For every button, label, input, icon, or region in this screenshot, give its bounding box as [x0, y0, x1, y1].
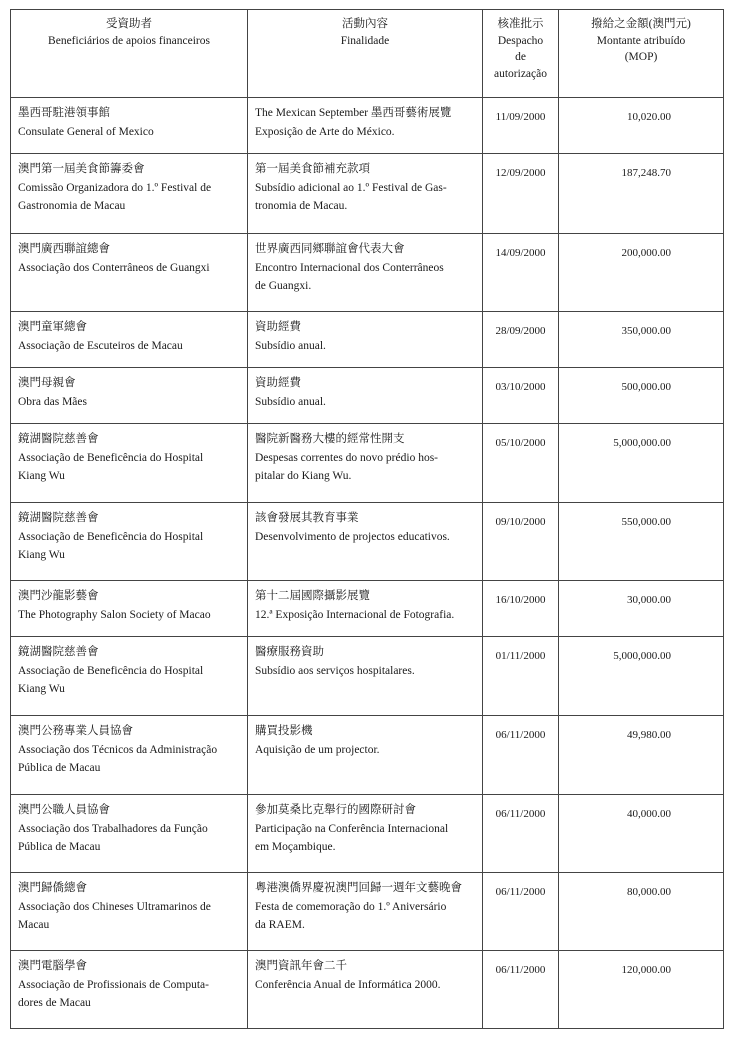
purpose-zh: 購買投影機 — [255, 725, 313, 737]
header-dispatch-pt-line: Despacho — [497, 34, 544, 47]
table-row — [11, 795, 724, 873]
purpose-pt-line: Participação na Conferência Internacional — [255, 822, 449, 835]
table-row — [11, 368, 724, 424]
dispatch-date-cell: 06/11/2000 — [483, 873, 559, 951]
purpose-zh: 澳門資訊年會二千 — [255, 960, 347, 972]
table-row — [11, 716, 724, 795]
amount-cell: 120,000.00 — [559, 951, 724, 1029]
beneficiary-pt-line: Comissão Organizadora do 1.º Festival de — [18, 181, 212, 194]
header-beneficiary — [11, 10, 248, 98]
dispatch-date-cell: 12/09/2000 — [483, 154, 559, 234]
dispatch-date-cell: 16/10/2000 — [483, 581, 559, 637]
dispatch-date-cell: 06/11/2000 — [483, 795, 559, 873]
amount-cell: 10,020.00 — [559, 98, 724, 154]
purpose-cell — [248, 234, 483, 312]
purpose-pt-line: Encontro Internacional dos Conterrâneos — [255, 261, 444, 274]
beneficiary-zh: 澳門母親會 — [18, 377, 76, 389]
beneficiary-pt-line: Associação de Escuteiros de Macau — [18, 339, 183, 352]
purpose-cell — [248, 795, 483, 873]
purpose-pt-line: Subsídio anual. — [255, 395, 326, 408]
beneficiary-cell — [11, 795, 248, 873]
purpose-cell — [248, 873, 483, 951]
purpose-cell — [248, 424, 483, 503]
purpose-zh: 資助經費 — [255, 377, 301, 389]
header-beneficiary-pt: Beneficiários de apoios financeiros — [48, 34, 210, 47]
purpose-pt-line: Desenvolvimento de projectos educativos. — [255, 530, 450, 543]
beneficiary-cell — [11, 98, 248, 154]
purpose-cell — [248, 716, 483, 795]
grants-table — [10, 9, 724, 1029]
beneficiary-zh: 澳門歸僑總會 — [18, 882, 87, 894]
purpose-pt-line: Subsídio anual. — [255, 339, 326, 352]
beneficiary-pt-line: dores de Macau — [18, 997, 91, 1009]
purpose-zh: 醫院新醫務大樓的經常性開支 — [255, 433, 405, 445]
purpose-pt-line: tronomia de Macau. — [255, 200, 348, 212]
header-amount — [559, 10, 724, 98]
beneficiary-pt-line: Obra das Mães — [18, 395, 87, 408]
amount-cell: 550,000.00 — [559, 503, 724, 581]
beneficiary-cell — [11, 312, 248, 368]
amount-cell: 200,000.00 — [559, 234, 724, 312]
header-purpose-pt: Finalidade — [340, 34, 390, 47]
table-body — [11, 98, 724, 1029]
beneficiary-pt-line: Associação dos Chineses Ultramarinos de — [18, 900, 211, 913]
header-purpose-zh: 活動內容 — [342, 18, 388, 30]
beneficiary-cell — [11, 154, 248, 234]
purpose-pt-line: pitalar do Kiang Wu. — [255, 470, 352, 482]
table-row — [11, 951, 724, 1029]
purpose-zh: 該會發展其教育事業 — [255, 512, 359, 524]
beneficiary-zh: 鏡湖醫院慈善會 — [18, 512, 99, 524]
purpose-pt-line: Subsídio adicional ao 1.º Festival de Gas- — [255, 181, 447, 194]
purpose-pt-line: em Moçambique. — [255, 841, 336, 853]
beneficiary-pt-line: Kiang Wu — [18, 470, 65, 482]
header-dispatch-pt-line: de — [515, 51, 526, 63]
table-row — [11, 503, 724, 581]
table-row — [11, 873, 724, 951]
purpose-pt-line: da RAEM. — [255, 919, 305, 931]
dispatch-date-cell: 06/11/2000 — [483, 716, 559, 795]
header-dispatch — [483, 10, 559, 98]
amount-cell: 49,980.00 — [559, 716, 724, 795]
beneficiary-pt-line: Kiang Wu — [18, 683, 65, 695]
header-amount-pt-line: Montante atribuído — [596, 34, 686, 47]
header-amount-pt-line: (MOP) — [624, 51, 658, 63]
header-row — [11, 10, 724, 98]
purpose-cell — [248, 581, 483, 637]
purpose-cell — [248, 368, 483, 424]
dispatch-date-cell: 03/10/2000 — [483, 368, 559, 424]
beneficiary-zh: 澳門童軍總會 — [18, 321, 87, 333]
beneficiary-zh: 澳門沙龍影藝會 — [18, 590, 99, 602]
amount-cell: 187,248.70 — [559, 154, 724, 234]
amount-cell: 30,000.00 — [559, 581, 724, 637]
purpose-cell — [248, 637, 483, 716]
beneficiary-pt-line: Pública de Macau — [18, 841, 101, 853]
beneficiary-zh: 澳門電腦學會 — [18, 960, 87, 972]
purpose-pt-line: de Guangxi. — [255, 280, 312, 292]
table-row — [11, 234, 724, 312]
beneficiary-zh: 墨西哥駐港領事館 — [18, 107, 110, 119]
purpose-pt-line: Aquisição de um projector. — [255, 743, 380, 756]
dispatch-date-cell: 05/10/2000 — [483, 424, 559, 503]
beneficiary-cell — [11, 951, 248, 1029]
purpose-pt-line: Despesas correntes do novo prédio hos- — [255, 451, 438, 464]
table-row — [11, 312, 724, 368]
beneficiary-pt-line: Macau — [18, 919, 50, 931]
beneficiary-zh: 澳門公職人員協會 — [18, 804, 110, 816]
amount-cell: 350,000.00 — [559, 312, 724, 368]
purpose-zh: 第十二屆國際攝影展覽 — [255, 590, 370, 602]
beneficiary-pt-line: Pública de Macau — [18, 762, 101, 774]
beneficiary-pt-line: Associação de Profissionais de Computa- — [18, 978, 209, 991]
purpose-zh: 第一屆美食節補充款項 — [255, 163, 370, 175]
table-row — [11, 581, 724, 637]
header-amount-zh: 撥給之金額(澳門元) — [591, 18, 691, 30]
header-purpose — [248, 10, 483, 98]
beneficiary-pt-line: Gastronomia de Macau — [18, 200, 126, 212]
purpose-zh: 醫療服務資助 — [255, 646, 324, 658]
purpose-zh: 資助經費 — [255, 321, 301, 333]
beneficiary-cell — [11, 368, 248, 424]
dispatch-date-cell: 14/09/2000 — [483, 234, 559, 312]
beneficiary-pt-line: Consulate General of Mexico — [18, 125, 154, 138]
beneficiary-zh: 澳門公務專業人員協會 — [18, 725, 133, 737]
purpose-zh: 粵港澳僑界慶祝澳門回歸一週年文藝晚會 — [255, 882, 462, 894]
beneficiary-cell — [11, 637, 248, 716]
amount-cell: 500,000.00 — [559, 368, 724, 424]
beneficiary-cell — [11, 503, 248, 581]
purpose-zh: 世界廣西同鄉聯誼會代表大會 — [255, 243, 405, 255]
beneficiary-zh: 鏡湖醫院慈善會 — [18, 433, 99, 445]
purpose-pt-line: Conferência Anual de Informática 2000. — [255, 978, 441, 991]
amount-cell: 5,000,000.00 — [559, 424, 724, 503]
dispatch-date-cell: 11/09/2000 — [483, 98, 559, 154]
purpose-cell — [248, 98, 483, 154]
table-row — [11, 424, 724, 503]
dispatch-date-cell: 01/11/2000 — [483, 637, 559, 716]
beneficiary-pt-line: Associação de Beneficência do Hospital — [18, 451, 204, 464]
beneficiary-pt-line: Associação dos Técnicos da Administração — [18, 743, 218, 756]
purpose-pt-line: Festa de comemoração do 1.º Aniversário — [255, 900, 447, 913]
dispatch-date-cell: 09/10/2000 — [483, 503, 559, 581]
beneficiary-cell — [11, 716, 248, 795]
purpose-cell — [248, 503, 483, 581]
beneficiary-pt-line: Associação dos Conterrâneos de Guangxi — [18, 261, 210, 274]
amount-cell: 80,000.00 — [559, 873, 724, 951]
header-dispatch-zh: 核准批示 — [497, 18, 544, 30]
dispatch-date-cell: 06/11/2000 — [483, 951, 559, 1029]
beneficiary-cell — [11, 234, 248, 312]
purpose-pt-line: Subsídio aos serviços hospitalares. — [255, 664, 415, 677]
purpose-pt-line: Exposição de Arte do México. — [255, 125, 395, 138]
beneficiary-cell — [11, 424, 248, 503]
beneficiary-pt-line: Associação de Beneficência do Hospital — [18, 664, 204, 677]
table-row — [11, 154, 724, 234]
beneficiary-zh: 澳門廣西聯誼總會 — [18, 243, 110, 255]
beneficiary-zh: 鏡湖醫院慈善會 — [18, 646, 99, 658]
purpose-cell — [248, 951, 483, 1029]
amount-cell: 40,000.00 — [559, 795, 724, 873]
beneficiary-pt-line: Kiang Wu — [18, 549, 65, 561]
beneficiary-cell — [11, 581, 248, 637]
table-row — [11, 637, 724, 716]
purpose-pt-line: 12.ª Exposição Internacional de Fotografia. — [255, 608, 455, 621]
beneficiary-pt-line: Associação de Beneficência do Hospital — [18, 530, 204, 543]
purpose-cell — [248, 154, 483, 234]
purpose-zh: The Mexican September 墨西哥藝術展覽 — [255, 107, 452, 119]
dispatch-date-cell: 28/09/2000 — [483, 312, 559, 368]
purpose-zh: 參加莫桑比克舉行的國際研討會 — [255, 804, 416, 816]
beneficiary-pt-line: The Photography Salon Society of Macao — [18, 608, 211, 621]
purpose-cell — [248, 312, 483, 368]
table-row — [11, 98, 724, 154]
amount-cell: 5,000,000.00 — [559, 637, 724, 716]
header-beneficiary-zh: 受資助者 — [106, 18, 152, 30]
beneficiary-zh: 澳門第一屆美食節籌委會 — [18, 163, 145, 175]
beneficiary-cell — [11, 873, 248, 951]
beneficiary-pt-line: Associação dos Trabalhadores da Função — [18, 822, 208, 835]
header-dispatch-pt-line: autorização — [494, 67, 547, 80]
